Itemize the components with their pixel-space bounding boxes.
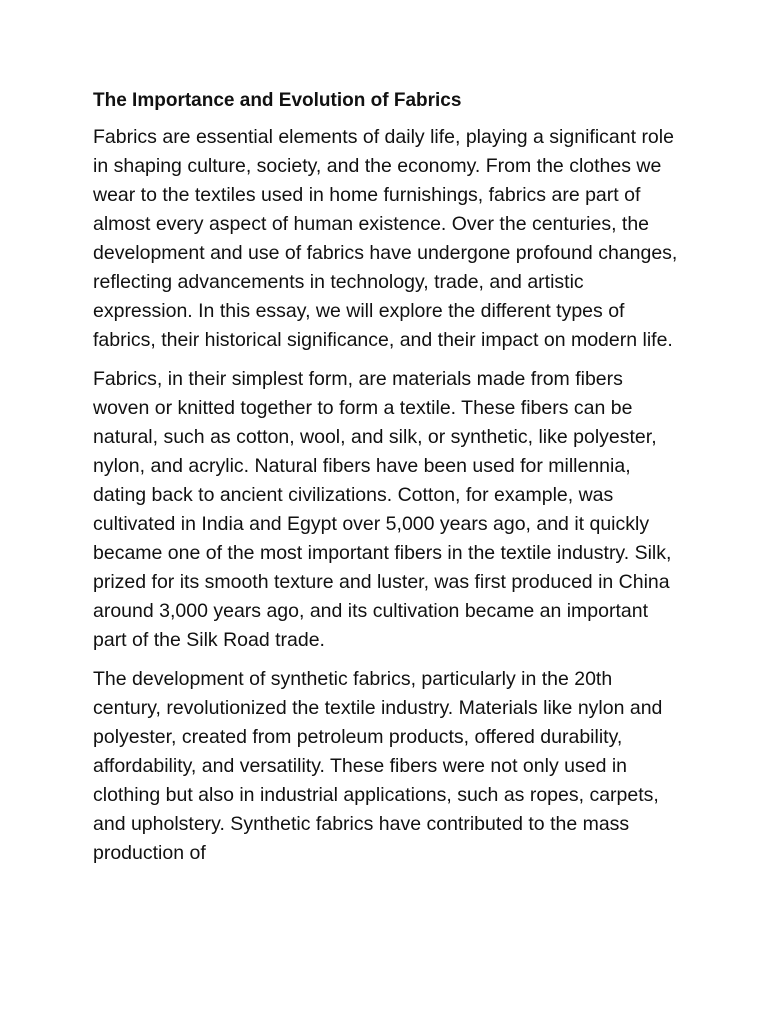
paragraph-2: Fabrics, in their simplest form, are materials made from fibers woven or knitted together to form a textile. These fibers can be natural, such as cotton, wool, and silk, or synthetic, like polyester, nylon, and acrylic. Natural fibers have been used for millennia, dating back to ancient civilizations. Cotton, for example, was cultivated in India and Egypt over 5,000 years ago, and it quickly became one of the most important fibers in the textile industry. Silk, prized for its smooth texture and luster, was first produced in China around 3,000 years ago, and its cultivation became an important part of the Silk Road trade. <box>93 368 672 651</box>
paragraph-1: Fabrics are essential elements of daily life, playing a significant role in shaping culture, society, and the economy. From the clothes we wear to the textiles used in home furnishings, fabrics are part of almost every aspect of human existence. Over the centuries, the development and use of fabrics have undergone profound changes, reflecting advancements in technology, trade, and artistic expression. In this essay, we will explore the different types of fabrics, their historical significance, and their impact on modern life. <box>93 126 678 351</box>
document-body <box>93 86 683 878</box>
document-title: The Importance and Evolution of Fabrics <box>93 90 462 111</box>
paragraph-3: The development of synthetic fabrics, particularly in the 20th century, revolutionized the textile industry. Materials like nylon and polyester, created from petroleum products, offered durability, affordability, and versatility. These fibers were not only used in clothing but also in industrial applications, such as ropes, carpets, and upholstery. Synthetic fabrics have contributed to the mass production of <box>93 668 663 864</box>
